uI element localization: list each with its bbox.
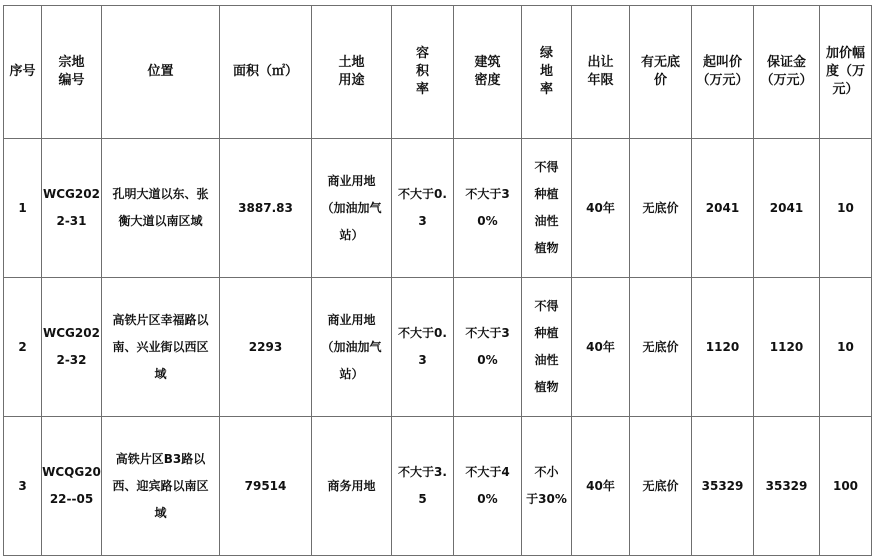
table-row — [4, 278, 872, 417]
land-auction-table — [3, 5, 872, 556]
cell-seq: 1 — [4, 139, 42, 278]
header-row — [4, 6, 872, 139]
cell-area: 79514 — [220, 417, 312, 556]
cell-start-price: 2041 — [692, 139, 754, 278]
header-seq: 序号 — [4, 6, 42, 139]
cell-location: 孔明大道以东、张 衡大道以南区域 — [102, 139, 220, 278]
cell-increment: 10 — [820, 278, 872, 417]
cell-increment: 100 — [820, 417, 872, 556]
cell-location: 高铁片区B3路以 西、迎宾路以南区 域 — [102, 417, 220, 556]
cell-code: WCG202 2-32 — [42, 278, 102, 417]
table-row — [4, 139, 872, 278]
cell-density: 不大于4 0% — [454, 417, 522, 556]
cell-seq: 3 — [4, 417, 42, 556]
cell-term: 40年 — [572, 139, 630, 278]
cell-deposit: 2041 — [754, 139, 820, 278]
header-location: 位置 — [102, 6, 220, 139]
cell-location: 高铁片区幸福路以 南、兴业街以西区 域 — [102, 278, 220, 417]
cell-use: 商业用地 （加油加气 站） — [312, 139, 392, 278]
header-area: 面积（㎡） — [220, 6, 312, 139]
cell-deposit: 1120 — [754, 278, 820, 417]
cell-increment: 10 — [820, 139, 872, 278]
cell-area: 3887.83 — [220, 139, 312, 278]
header-start-price: 起叫价 （万元） — [692, 6, 754, 139]
cell-code: WCG202 2-31 — [42, 139, 102, 278]
cell-deposit: 35329 — [754, 417, 820, 556]
cell-area: 2293 — [220, 278, 312, 417]
header-code: 宗地 编号 — [42, 6, 102, 139]
cell-floor-price: 无底价 — [630, 278, 692, 417]
cell-green: 不小 于30% — [522, 417, 572, 556]
cell-floor-price: 无底价 — [630, 139, 692, 278]
cell-far: 不大于0. 3 — [392, 139, 454, 278]
cell-term: 40年 — [572, 417, 630, 556]
header-green: 绿 地 率 — [522, 6, 572, 139]
cell-green: 不得 种植 油性 植物 — [522, 278, 572, 417]
cell-start-price: 35329 — [692, 417, 754, 556]
header-deposit: 保证金 （万元） — [754, 6, 820, 139]
header-term: 出让 年限 — [572, 6, 630, 139]
table-row — [4, 417, 872, 556]
header-use: 土地 用途 — [312, 6, 392, 139]
header-density: 建筑 密度 — [454, 6, 522, 139]
cell-far: 不大于3. 5 — [392, 417, 454, 556]
cell-code: WCQG20 22--05 — [42, 417, 102, 556]
cell-use: 商务用地 — [312, 417, 392, 556]
cell-start-price: 1120 — [692, 278, 754, 417]
header-far: 容 积 率 — [392, 6, 454, 139]
cell-seq: 2 — [4, 278, 42, 417]
cell-far: 不大于0. 3 — [392, 278, 454, 417]
cell-density: 不大于3 0% — [454, 278, 522, 417]
cell-density: 不大于3 0% — [454, 139, 522, 278]
header-increment: 加价幅 度（万 元） — [820, 6, 872, 139]
cell-green: 不得 种植 油性 植物 — [522, 139, 572, 278]
cell-floor-price: 无底价 — [630, 417, 692, 556]
header-floor-price: 有无底 价 — [630, 6, 692, 139]
cell-term: 40年 — [572, 278, 630, 417]
cell-use: 商业用地 （加油加气 站） — [312, 278, 392, 417]
